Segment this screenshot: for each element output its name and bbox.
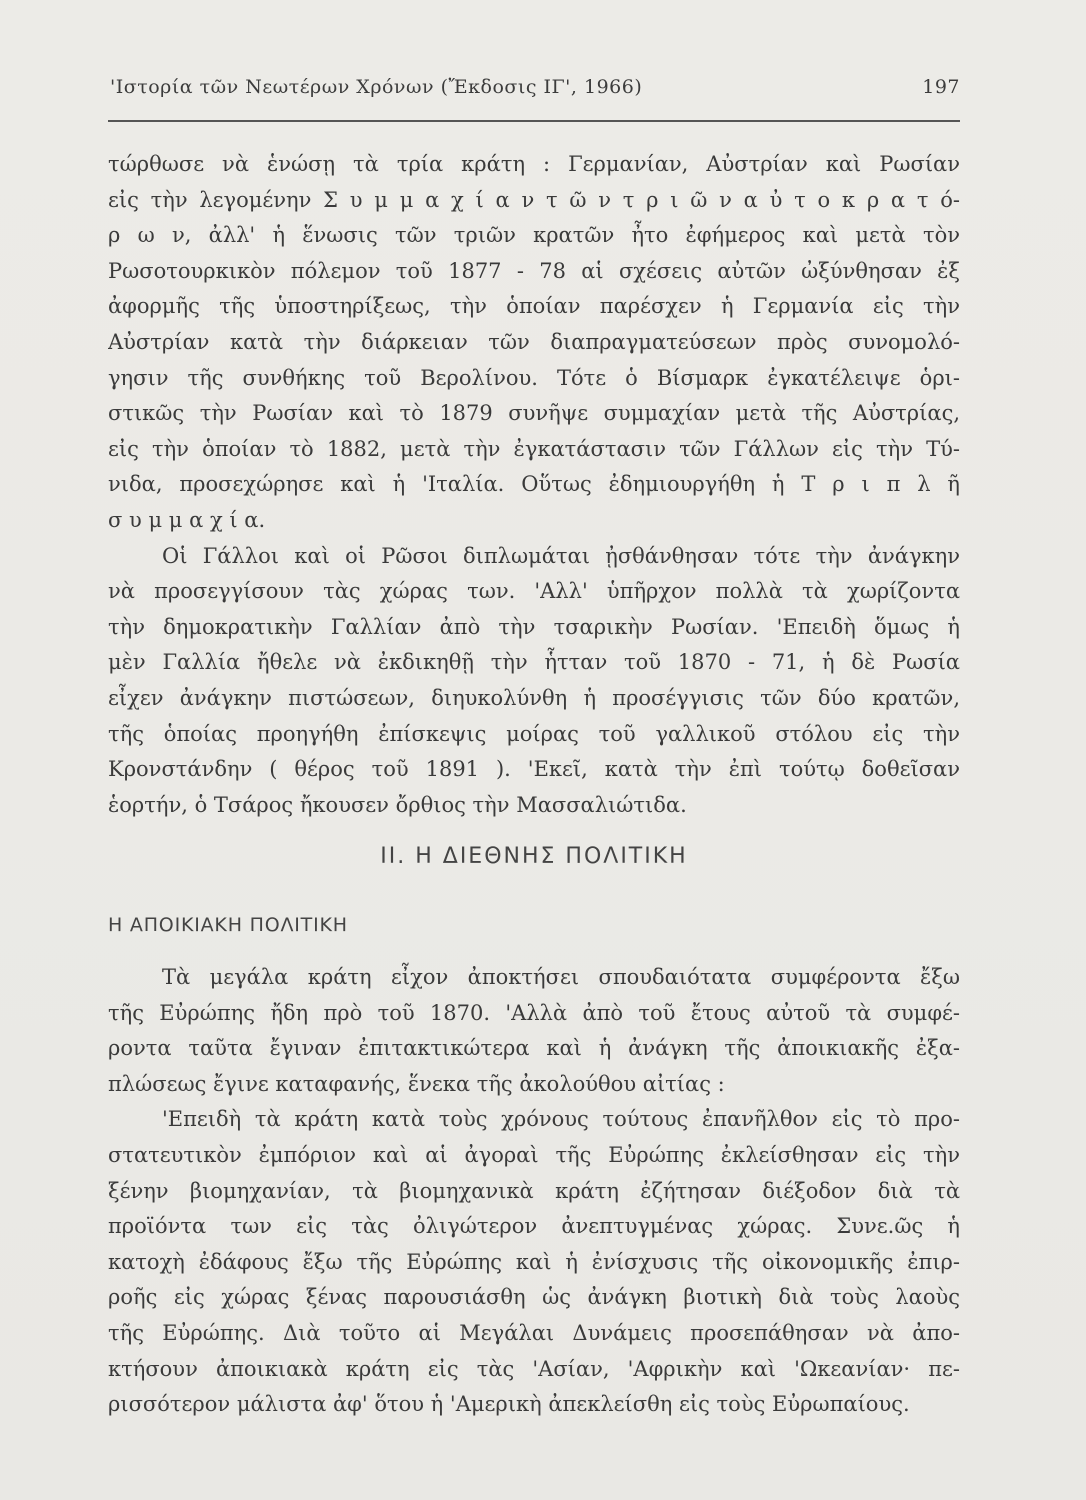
paragraph-2: [108, 539, 960, 824]
text-line: τῆς ὁποίας προηγήθη ἐπίσκεψις μοίρας τοῦ γαλλικοῦ στόλου εἰς τὴν: [108, 721, 960, 746]
text-line: γησιν τῆς συνθήκης τοῦ Βερολίνου. Τότε ὁ Βίσμαρκ ἐγκατέλειψε ὁρι-: [108, 365, 960, 390]
text-line: πλώσεως ἔγινε καταφανής, ἕνεκα τῆς ἀκολούθου αἰτίας :: [108, 1071, 725, 1096]
text-line: τώρθωσε νὰ ἑνώσῃ τὰ τρία κράτη : Γερμανίαν, Αὐστρίαν καὶ Ρωσίαν: [108, 152, 960, 176]
text-line: τῆς Εὐρώπης ἤδη πρὸ τοῦ 1870. 'Αλλὰ ἀπὸ τοῦ ἔτους αὐτοῦ τὰ συμφέ-: [108, 1000, 960, 1025]
text-line: εἰς τὴν ὁποίαν τὸ 1882, μετὰ τὴν ἐγκατάστασιν τῶν Γάλλων εἰς τὴν Τύ-: [108, 436, 960, 461]
text-line: ροῆς εἰς χώρας ξένας παρουσιάσθη ὡς ἀνάγκη βιοτικὴ διὰ τοὺς λαοὺς: [108, 1285, 960, 1310]
text-line: ρισσότερον μάλιστα ἀφ' ὅτου ἡ 'Αμερικὴ ἀπεκλείσθη εἰς τοὺς Εὐρωπαίους.: [108, 1392, 910, 1417]
text-line: κατοχὴ ἐδάφους ἔξω τῆς Εὐρώπης καὶ ἡ ἐνίσχυσις τῆς οἰκονομικῆς ἐπιρ-: [108, 1249, 960, 1274]
text-line: τὴν δημοκρατικὴν Γαλλίαν ἀπὸ τὴν τσαρικὴν Ρωσίαν. 'Επειδὴ ὅμως ἡ: [108, 614, 960, 639]
text-line: ἑορτήν, ὁ Τσάρος ἤκουσεν ὄρθιος τὴν Μασσαλιώτιδα.: [108, 792, 687, 817]
text-line: κτήσουν ἀποικιακὰ κράτη εἰς τὰς 'Ασίαν, 'Αφρικὴν καὶ 'Ωκεανίαν· πε-: [108, 1356, 960, 1381]
text-line: μὲν Γαλλία ἤθελε νὰ ἐκδικηθῇ τὴν ἧτταν τοῦ 1870 - 71, ἡ δὲ Ρωσία: [108, 650, 960, 675]
text-line: Κρονστάνδην ( θέρος τοῦ 1891 ). 'Εκεῖ, κατὰ τὴν ἐπὶ τούτῳ δοθεῖσαν: [108, 757, 960, 782]
text-line: Τὰ μεγάλα κράτη εἶχον ἀποκτήσει σπουδαιότατα συμφέροντα ἔξω: [162, 965, 960, 989]
text-line: ροντα ταῦτα ἔγιναν ἐπιτακτικώτερα καὶ ἡ ἀνάγκη τῆς ἀποικιακῆς ἐξα-: [108, 1036, 960, 1061]
body-section-1: [108, 147, 960, 823]
paragraph-1: [108, 147, 960, 539]
text-line: Αὐστρίαν κατὰ τὴν διάρκειαν τῶν διαπραγματεύσεων πρὸς συνομολό-: [108, 329, 960, 354]
text-line: σ υ μ μ α χ ί α.: [108, 507, 266, 532]
text-line: ἀφορμῆς τῆς ὑποστηρίξεως, τὴν ὁποίαν παρέσχεν ἡ Γερμανία εἰς τὴν: [108, 294, 960, 319]
text-line: νιδα, προσεχώρησε καὶ ἡ 'Ιταλία. Οὕτως ἐδημιουργήθη ἡ Τ ρ ι π λ ῆ: [108, 472, 960, 497]
text-line: ξένην βιομηχανίαν, τὰ βιομηχανικὰ κράτη ἐζήτησαν διέξοδον διὰ τὰ: [108, 1178, 960, 1203]
text-line: προϊόντα των εἰς τὰς ὀλιγώτερον ἀνεπτυγμένας χώρας. Συνε.ῶς ἡ: [108, 1214, 960, 1239]
page-number: 197: [922, 76, 960, 98]
paragraph-4: [108, 1102, 960, 1422]
text-line: Οἱ Γάλλοι καὶ οἱ Ρῶσοι διπλωμάται ᾐσθάνθησαν τότε τὴν ἀνάγκην: [162, 543, 960, 568]
book-title: 'Ιστορία τῶν Νεωτέρων Χρόνων (Ἔκδοσις ΙΓ', 1966): [110, 76, 643, 98]
text-line: νὰ προσεγγίσουν τὰς χώρας των. 'Αλλ' ὑπῆρχον πολλὰ τὰ χωρίζοντα: [108, 579, 960, 604]
header-rule: [108, 120, 960, 122]
text-line: ρ ω ν, ἀλλ' ἡ ἕνωσις τῶν τριῶν κρατῶν ἦτο ἐφήμερος καὶ μετὰ τὸν: [108, 223, 960, 248]
text-line: στικῶς τὴν Ρωσίαν καὶ τὸ 1879 συνῆψε συμμαχίαν μετὰ τῆς Αὐστρίας,: [108, 401, 960, 426]
text-line: τῆς Εὐρώπης. Διὰ τοῦτο αἱ Μεγάλαι Δυνάμεις προσεπάθησαν νὰ ἀπο-: [108, 1320, 960, 1345]
text-line: εἶχεν ἀνάγκην πιστώσεων, διηυκολύνθη ἡ προσέγγισις τῶν δύο κρατῶν,: [108, 685, 960, 710]
text-line: 'Επειδὴ τὰ κράτη κατὰ τοὺς χρόνους τούτους ἐπανῆλθον εἰς τὸ προ-: [162, 1107, 960, 1132]
subsection-heading: Η ΑΠΟΙΚΙΑΚΗ ΠΟΛΙΤΙΚΗ: [108, 914, 348, 936]
text-line: εἰς τὴν λεγομένην Σ υ μ μ α χ ί α ν τ ῶ ν τ ρ ι ῶ ν α ὐ τ ο κ ρ α τ ό-: [108, 187, 960, 212]
body-section-2: [108, 960, 960, 1423]
text-line: στατευτικὸν ἐμπόριον καὶ αἱ ἀγοραὶ τῆς Εὐρώπης ἐκλείσθησαν εἰς τὴν: [108, 1142, 960, 1167]
running-header: [110, 76, 960, 106]
paragraph-3: [108, 960, 960, 1102]
section-heading: ΙΙ. Η ΔΙΕΘΝΗΣ ΠΟΛΙΤΙΚΗ: [380, 844, 688, 869]
text-line: Ρωσοτουρκικὸν πόλεμον τοῦ 1877 - 78 αἱ σχέσεις αὐτῶν ὠξύνθησαν ἐξ: [108, 258, 960, 283]
